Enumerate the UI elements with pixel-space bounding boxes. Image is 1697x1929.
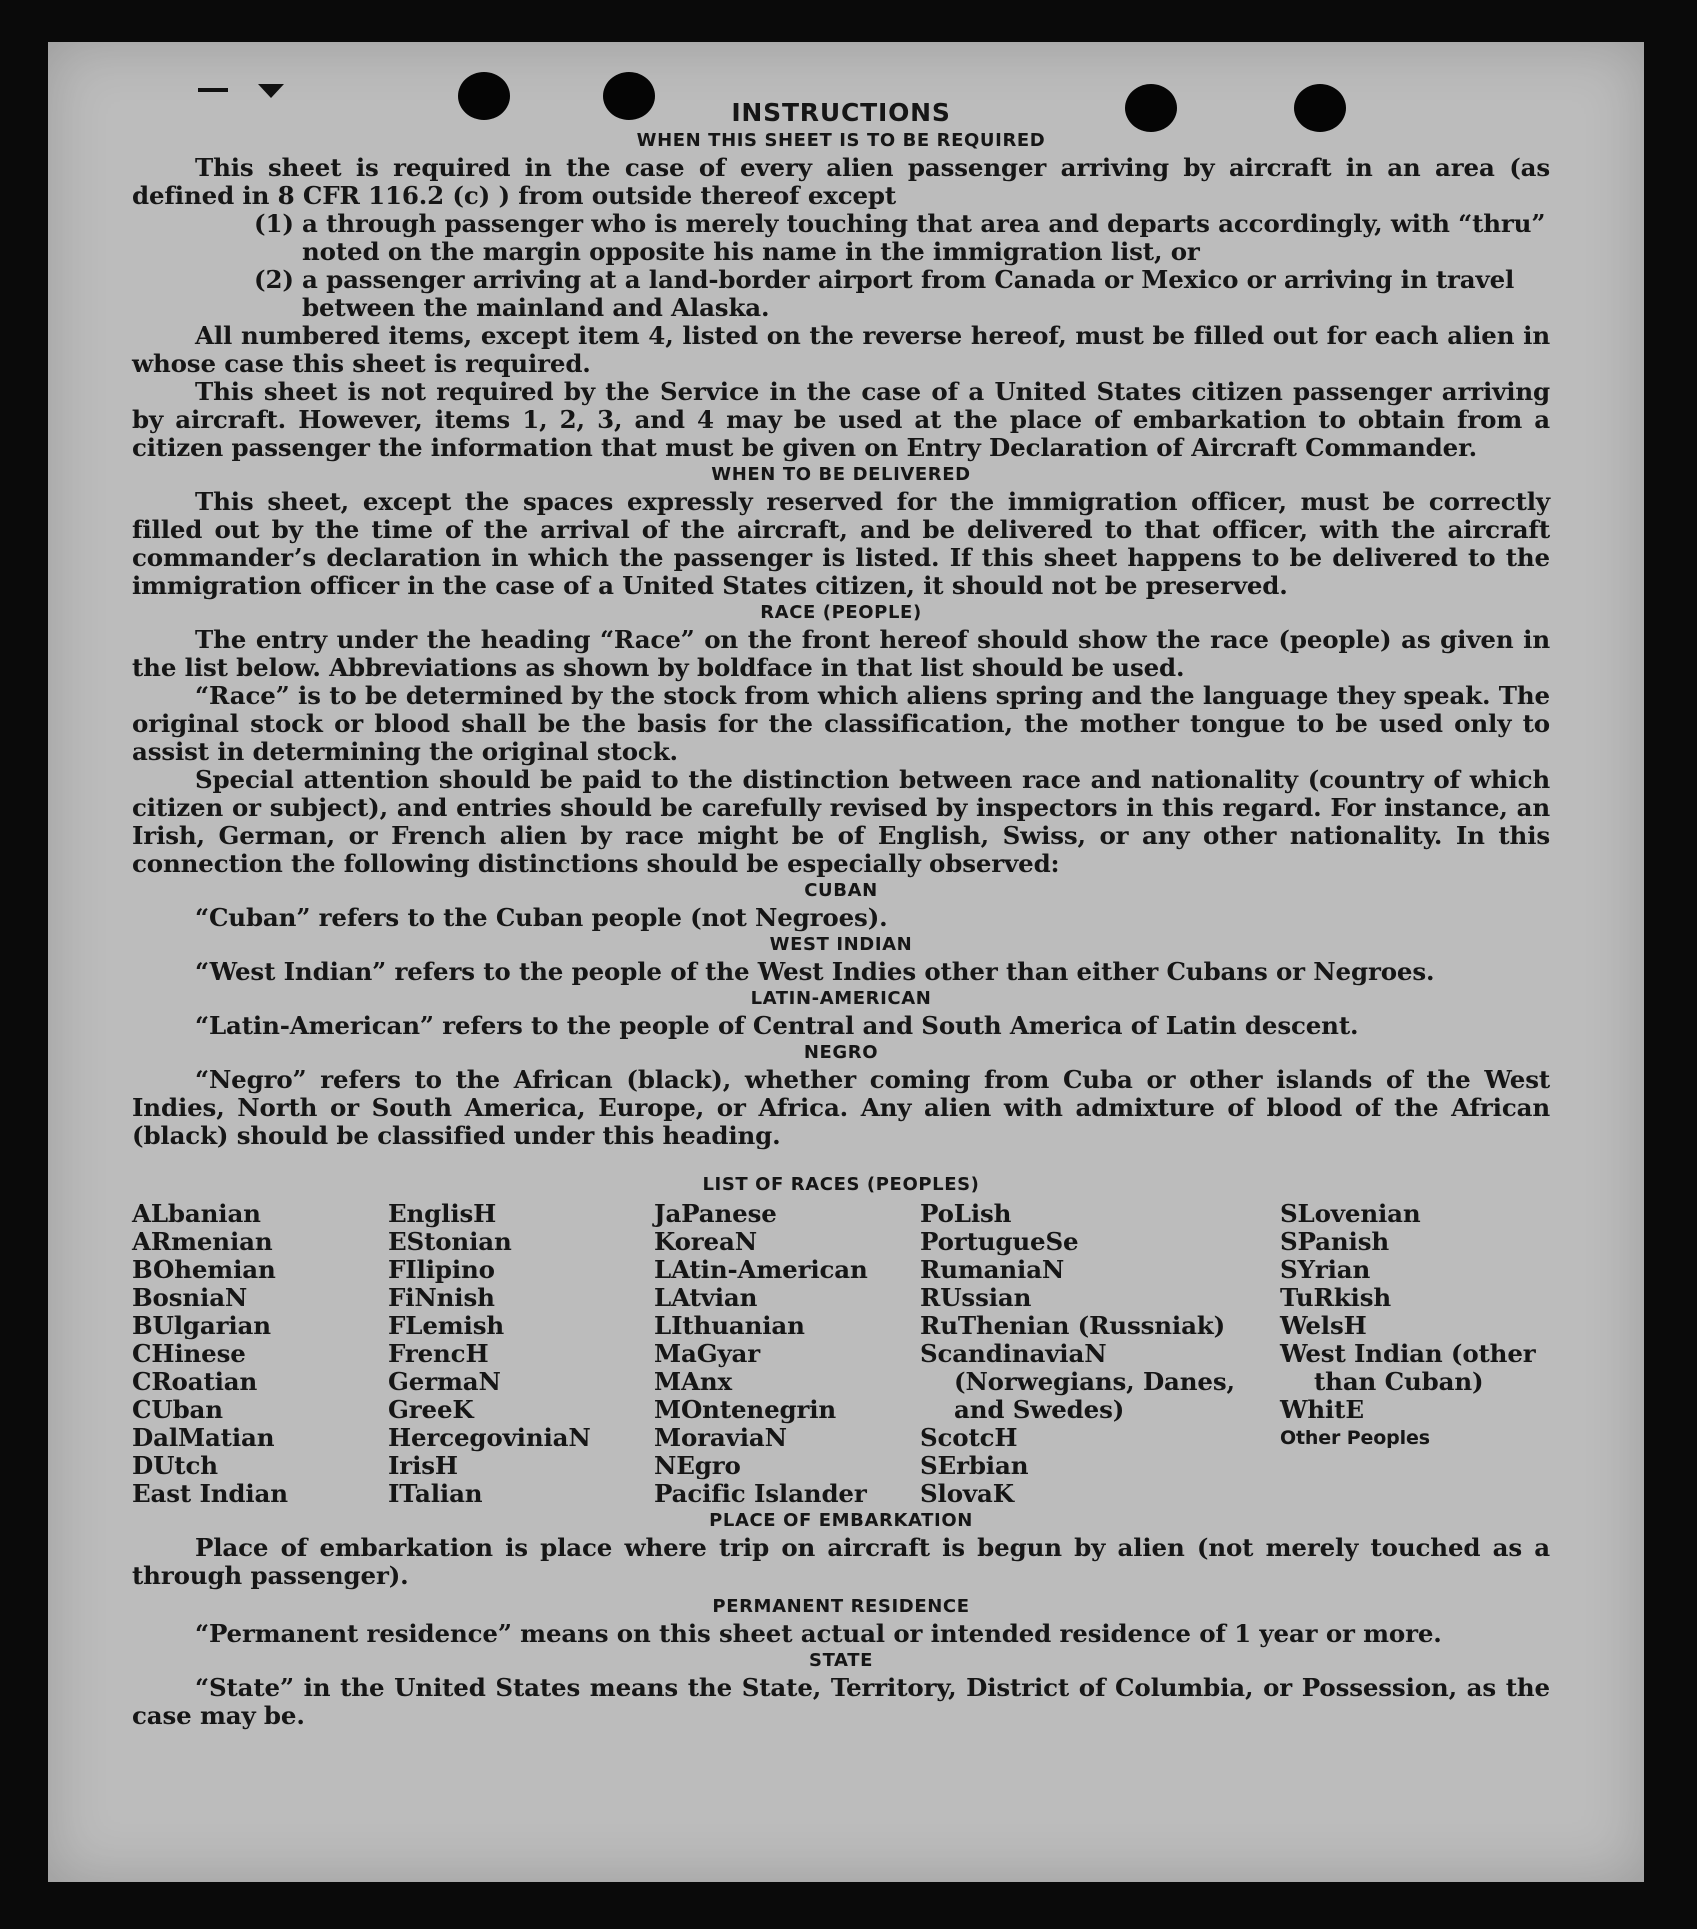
races-column-5 xyxy=(1280,1200,1550,1508)
race-entry: ScandinaviaN (Norwegians, Danes, and Swedes) xyxy=(920,1339,1235,1424)
race-entry: DalMatian xyxy=(132,1423,275,1452)
races-column-3 xyxy=(654,1200,920,1508)
race-entry: TuRkish xyxy=(1280,1283,1391,1312)
paragraph: “Permanent residence” means on this sheet actual or intended residence of 1 year or more. xyxy=(195,1619,1442,1648)
race-entry: SlovaK xyxy=(920,1479,1014,1508)
definition-negro: “Negro” refers to the African (black), whether coming from Cuba or other islands of the West Indies, North or South America, Europe, or Africa. Any alien with admixture of blood of the African (black) should be classified under this heading. xyxy=(132,1065,1550,1150)
section-heading: RACE (PEOPLE) xyxy=(760,602,922,623)
race-entry: RUssian xyxy=(920,1283,1032,1312)
definition-cuban: “Cuban” refers to the Cuban people (not Negroes). xyxy=(195,903,888,932)
page-title: INSTRUCTIONS xyxy=(731,98,951,127)
paragraph: This sheet is required in the case of every alien passenger arriving by aircraft in an area (as defined in 8 CFR 116.2 (c) ) from outside thereof except xyxy=(132,153,1550,210)
race-entry: SYrian xyxy=(1280,1255,1371,1284)
race-entry: ITalian xyxy=(388,1479,483,1508)
item-number: (2) xyxy=(254,265,294,294)
paragraph: Special attention should be paid to the distinction between race and nationality (country of which citizen or subject), and entries should be carefully revised by inspectors in this regard. For instance, an Irish, German, or French alien by race might be of English, Swiss, or any other nationality. In this connection the following distinctions should be especially observed: xyxy=(132,765,1550,878)
race-entry: ScotcH xyxy=(920,1423,1018,1452)
race-entry: FLemish xyxy=(388,1311,504,1340)
section-heading: PERMANENT RESIDENCE xyxy=(712,1596,970,1617)
paragraph: Place of embarkation is place where trip on aircraft is begun by alien (not merely touched as a through passenger). xyxy=(132,1533,1550,1590)
race-entry: HercegoviniaN xyxy=(388,1423,591,1452)
race-entry: LAtvian xyxy=(654,1283,758,1312)
races-heading: LIST OF RACES (PEOPLES) xyxy=(702,1174,980,1195)
race-entry: SErbian xyxy=(920,1451,1029,1480)
race-entry: Other Peoples xyxy=(1280,1427,1430,1449)
race-entry: GermaN xyxy=(388,1367,501,1396)
paragraph: “State” in the United States means the State, Territory, District of Columbia, or Possession, as the case may be. xyxy=(132,1673,1550,1730)
race-entry: CRoatian xyxy=(132,1367,258,1396)
section-heading: WHEN TO BE DELIVERED xyxy=(711,464,971,485)
instructions-body xyxy=(132,98,1550,1730)
paragraph: The entry under the heading “Race” on the front hereof should show the race (people) as given in the list below. Abbreviations as shown by boldface in that list should be used. xyxy=(132,625,1550,682)
races-column-1 xyxy=(132,1200,388,1508)
race-entry: BOhemian xyxy=(132,1255,276,1284)
section-heading: STATE xyxy=(809,1650,873,1671)
race-entry: JaPanese xyxy=(654,1199,777,1228)
race-entry: Pacific Islander xyxy=(654,1479,867,1508)
paragraph: All numbered items, except item 4, listed on the reverse hereof, must be filled out for each alien in whose case this sheet is required. xyxy=(132,321,1550,378)
margin-mark xyxy=(258,84,284,98)
race-entry: PoLish xyxy=(920,1199,1012,1228)
race-entry: FrencH xyxy=(388,1339,489,1368)
race-entry: EStonian xyxy=(388,1227,512,1256)
races-column-2 xyxy=(388,1200,654,1508)
item-text: a through passenger who is merely touching that area and departs accordingly, with “thru” noted on the margin opposite his name in the immigration list, or xyxy=(302,209,1546,266)
race-entry: MaGyar xyxy=(654,1339,761,1368)
race-entry: FiNnish xyxy=(388,1283,495,1312)
race-entry: IrisH xyxy=(388,1451,458,1480)
section-heading: PLACE OF EMBARKATION xyxy=(709,1510,973,1531)
race-entry: RumaniaN xyxy=(920,1255,1065,1284)
item-text: a passenger arriving at a land-border airport from Canada or Mexico or arriving in travel between the mainland and Alaska. xyxy=(302,265,1515,322)
list-item xyxy=(254,266,1550,322)
race-entry: EnglisH xyxy=(388,1199,497,1228)
races-list xyxy=(132,1200,1550,1508)
race-entry: WhitE xyxy=(1280,1395,1364,1424)
race-entry: SPanish xyxy=(1280,1227,1390,1256)
race-entry: KoreaN xyxy=(654,1227,757,1256)
definition-latin-american: “Latin-American” refers to the people of Central and South America of Latin descent. xyxy=(195,1011,1359,1040)
margin-mark xyxy=(198,88,228,92)
list-item xyxy=(254,210,1550,266)
subheading-west-indian: WEST INDIAN xyxy=(769,934,913,955)
race-entry: DUtch xyxy=(132,1451,218,1480)
section-heading: WHEN THIS SHEET IS TO BE REQUIRED xyxy=(636,130,1046,151)
paragraph: This sheet, except the spaces expressly reserved for the immigration officer, must be correctly filled out by the time of the arrival of the aircraft, and be delivered to that officer, with the aircraft commander’s declaration in which the passenger is listed. If this sheet happens to be delivered to the immigration officer in the case of a United States citizen, it should not be preserved. xyxy=(132,487,1550,600)
race-entry: FIlipino xyxy=(388,1255,495,1284)
race-entry: MoraviaN xyxy=(654,1423,787,1452)
race-entry: ARmenian xyxy=(132,1227,273,1256)
race-entry: MAnx xyxy=(654,1367,732,1396)
race-entry: PortugueSe xyxy=(920,1227,1079,1256)
race-entry: GreeK xyxy=(388,1395,474,1424)
race-entry: West Indian (other than Cuban) xyxy=(1280,1339,1536,1396)
race-entry: LAtin-American xyxy=(654,1255,868,1284)
race-entry: RuThenian (Russniak) xyxy=(920,1311,1226,1340)
race-entry: CUban xyxy=(132,1395,223,1424)
race-entry: CHinese xyxy=(132,1339,246,1368)
race-entry: MOntenegrin xyxy=(654,1395,837,1424)
race-entry: East Indian xyxy=(132,1479,288,1508)
race-entry: BosniaN xyxy=(132,1283,248,1312)
race-entry: NEgro xyxy=(654,1451,741,1480)
document-sheet xyxy=(48,42,1644,1882)
race-entry: LIthuanian xyxy=(654,1311,805,1340)
item-number: (1) xyxy=(254,209,294,238)
race-entry: SLovenian xyxy=(1280,1199,1421,1228)
paragraph: “Race” is to be determined by the stock from which aliens spring and the language they speak. The original stock or blood shall be the basis for the classification, the mother tongue to be used only to assist in determining the original stock. xyxy=(132,681,1550,766)
definition-west-indian: “West Indian” refers to the people of the West Indies other than either Cubans or Negroes. xyxy=(195,957,1435,986)
subheading-latin-american: LATIN-AMERICAN xyxy=(750,988,932,1009)
race-entry: BUlgarian xyxy=(132,1311,271,1340)
races-column-4 xyxy=(920,1200,1280,1508)
subheading-negro: NEGRO xyxy=(803,1042,879,1063)
race-entry: ALbanian xyxy=(132,1199,261,1228)
subheading-cuban: CUBAN xyxy=(804,880,878,901)
paragraph: This sheet is not required by the Service in the case of a United States citizen passenger arriving by aircraft. However, items 1, 2, 3, and 4 may be used at the place of embarkation to obtain from a citizen passenger the information that must be given on Entry Declaration of Aircraft Commander. xyxy=(132,377,1550,462)
race-entry: WelsH xyxy=(1280,1311,1367,1340)
